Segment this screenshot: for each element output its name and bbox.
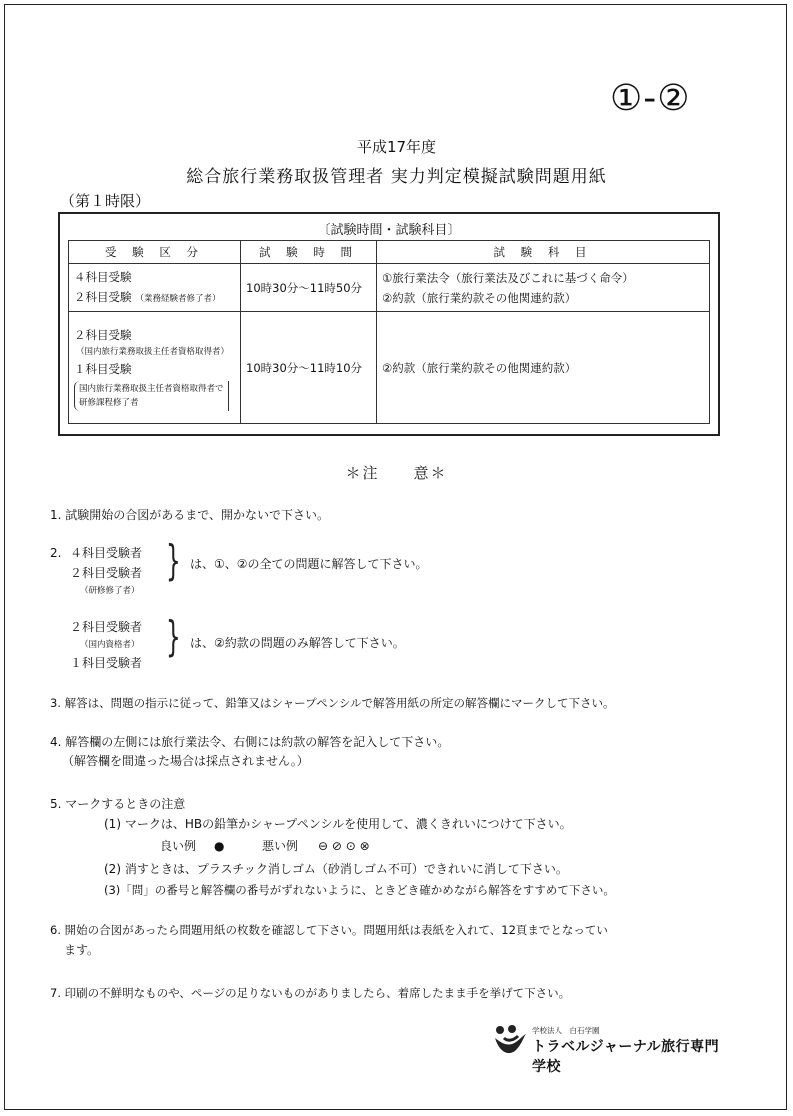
notice-item-5-sub3: (3)「問」の番号と解答欄の番号がずれないように、ときどき確かめながら解答をすすめて下さい。: [104, 883, 615, 897]
notice-item-6: 6. 開始の合図があったら問題用紙の枚数を確認して下さい。問題用紙は表紙を入れて、12頁までとなってい: [50, 923, 608, 937]
division-text: ２科目受験: [74, 289, 132, 304]
subject-line: ①旅行業法令（旅行業法及びこれに基づく命令）: [382, 270, 634, 285]
division-line: ２科目受験: [74, 327, 132, 342]
exam-title: 総合旅行業務取扱管理者 実力判定模擬試験問題用紙: [186, 167, 607, 187]
notice-item-4-note: （解答欄を間違った場合は採点されません。）: [62, 754, 309, 768]
exam-info-box: [58, 212, 720, 436]
division-bracket-note: [74, 381, 229, 411]
school-name: トラベルジャーナル旅行専門学校: [532, 1039, 720, 1075]
group-a-line: ４科目受験者: [70, 546, 143, 560]
notice-item-3: 3. 解答は、問題の指示に従って、鉛筆又はシャープペンシルで解答用紙の所定の解答欄にマークして下さい。: [50, 696, 615, 710]
bracket-note-line: 国内旅行業務取扱主任者資格取得者で: [79, 383, 224, 394]
notice-item-1: 1. 試験開始の合図があるまで、開かないで下さい。: [50, 508, 330, 522]
table-row: [69, 312, 710, 424]
school-logo: [492, 1022, 732, 1075]
time-cell: 10時30分～11時50分: [241, 264, 377, 312]
group-b-line: ２科目受験者: [70, 620, 143, 634]
group-a-line: ２科目受験者: [70, 566, 143, 580]
notice-item-7: 7. 印刷の不鮮明なものや、ページの足りないものがありましたら、着席したまま手を挙げて下さい。: [50, 986, 571, 1000]
bad-example-label: 悪い例: [262, 839, 299, 853]
column-header-subject: 試 験 科 目: [377, 241, 710, 264]
time-cell: 10時30分～11時10分: [241, 312, 377, 424]
group-a-brace: }: [166, 536, 181, 585]
bad-example-marks: ⊖ ⊘ ⊙ ⊗: [318, 839, 370, 853]
division-line: ４科目受験: [74, 269, 132, 284]
group-a-note: （研修修了者）: [80, 586, 140, 596]
exam-period: （第１時限）: [60, 192, 151, 210]
subject-line: ②約款（旅行業約款その他関連約款）: [382, 290, 577, 305]
group-b-brace: }: [166, 612, 181, 661]
exam-info-caption: 〔試験時間・試験科目〕: [317, 223, 461, 238]
subject-cell: ②約款（旅行業約款その他関連約款）: [377, 312, 710, 424]
good-example-label: 良い例: [160, 839, 197, 853]
exam-year: 平成17年度: [356, 138, 437, 156]
notice-heading: ＊注 意＊: [345, 464, 448, 482]
notice-item-5-sub2: (2) 消すときは、プラスチック消しゴム（砂消しゴム不可）できれいに消して下さい。: [104, 862, 568, 876]
division-note: （国内旅行業務取扱主任者資格取得者）: [76, 346, 230, 357]
subject-cell: [377, 264, 710, 312]
notice-item-2-number: 2.: [50, 546, 62, 560]
division-line: [74, 287, 235, 309]
exam-schedule-table: [68, 240, 710, 424]
notice-item-6-cont: ます。: [64, 943, 100, 957]
notice-item-5-title: 5. マークするときの注意: [50, 797, 186, 811]
bracket-note-line: 研修課程修了者: [79, 397, 139, 408]
page-number: ①-②: [610, 78, 691, 119]
group-a-instruction: は、①、②の全ての問題に解答して下さい。: [190, 557, 428, 571]
group-b-instruction: は、②約款の問題のみ解答して下さい。: [190, 636, 405, 650]
table-header-row: [69, 241, 710, 264]
division-note: （業務経験者修了者）: [135, 293, 221, 304]
group-b-note: （国内資格者）: [80, 640, 140, 650]
good-example-mark: ●: [214, 839, 225, 853]
notice-item-4: 4. 解答欄の左側には旅行業法令、右側には約款の解答を記入して下さい。: [50, 735, 450, 749]
column-header-division: 受 験 区 分: [69, 241, 241, 264]
column-header-time: 試 験 時 間: [241, 241, 377, 264]
division-cell: [69, 264, 241, 312]
group-b-line: １科目受験者: [70, 656, 143, 670]
school-corp-label: 学校法人 白石学園: [532, 1026, 600, 1035]
notice-item-5-sub1: (1) マークは、HBの鉛筆かシャープペンシルを使用して、濃くきれいにつけて下さい。: [104, 817, 572, 831]
division-line: １科目受験: [74, 361, 132, 376]
table-row: [69, 264, 710, 312]
school-emblem-icon: [492, 1024, 528, 1058]
division-cell: [69, 312, 241, 424]
